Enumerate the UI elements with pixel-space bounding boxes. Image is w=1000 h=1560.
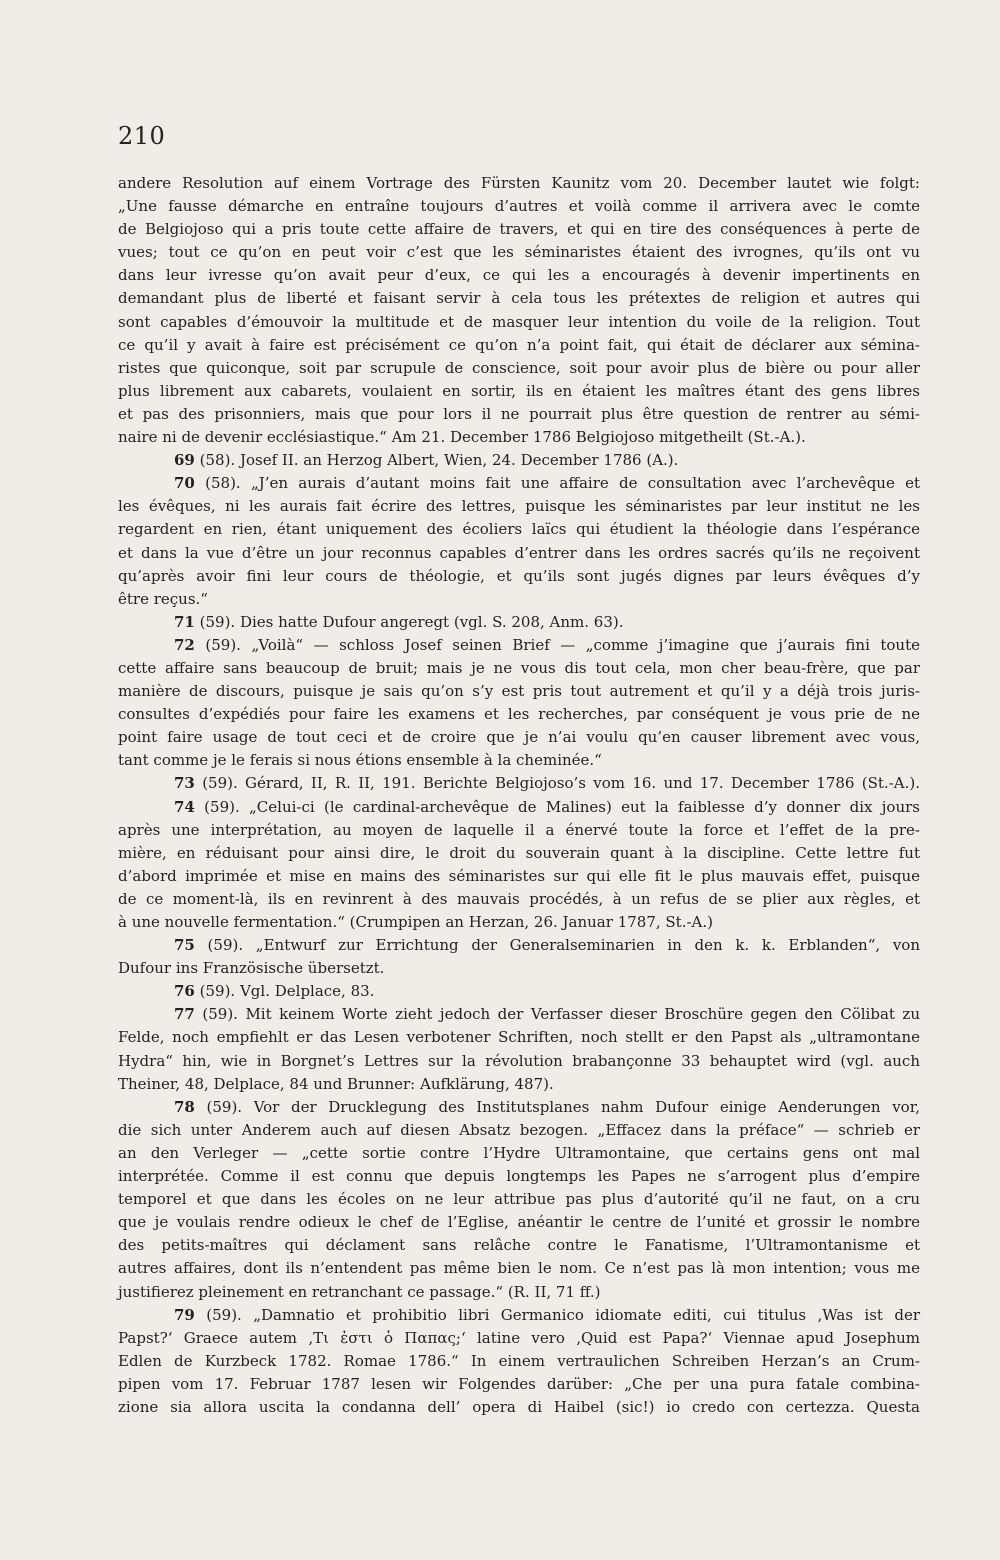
text-line: [118, 1119, 920, 1142]
note-number: 77: [174, 1005, 195, 1024]
text-line: [118, 911, 920, 934]
line-text: ce qu’il y avait à faire est précisément ce qu’on n’a point fait, qui était de déclarer aux sémina-: [118, 335, 920, 354]
line-text: zione sia allora uscita la condanna dell’ opera di Haibel (sic!) io credo con certezza. Questa: [118, 1397, 920, 1416]
line-text: die sich unter Anderem auch auf diesen Absatz bezogen. „Effacez dans la préface“ — schrieb er: [118, 1120, 920, 1139]
text-line: [118, 980, 920, 1003]
line-text: pipen vom 17. Februar 1787 lesen wir Folgendes darüber: „Che per una pura fatale combina-: [118, 1374, 920, 1393]
text-line: [118, 1234, 920, 1257]
text-line: [118, 957, 920, 980]
note-number: 71: [174, 612, 195, 631]
line-text: mière, en réduisant pour ainsi dire, le droit du souverain quant à la discipline. Cette lettre fut: [118, 843, 920, 862]
text-line: [118, 311, 920, 334]
note-number: 70: [174, 474, 195, 493]
text-line: [118, 1050, 920, 1073]
line-text: temporel et que dans les écoles on ne leur attribue pas plus d’autorité qu’il ne faut, on a cru: [118, 1190, 920, 1209]
text-line: [118, 403, 920, 426]
line-text: consultes d’expédiés pour faire les examens et les recherches, par conséquent je vous prie de ne: [118, 705, 920, 724]
text-line: [118, 195, 920, 218]
line-text: demandant plus de liberté et faisant servir à cela tous les prétextes de religion et autres qui: [118, 289, 920, 308]
text-line: [118, 934, 920, 957]
line-text: (59). Vgl. Delplace, 83.: [194, 982, 375, 1001]
line-text: andere Resolution auf einem Vortrage des Fürsten Kaunitz vom 20. December lautet wie folgt:: [118, 174, 920, 192]
text-line: [118, 1257, 920, 1280]
text-line: [118, 1211, 920, 1234]
text-line: [118, 588, 920, 611]
line-text: être reçus.“: [118, 589, 208, 608]
page-number: 210: [118, 122, 166, 150]
text-line: [118, 865, 920, 888]
line-text: (59). „Damnatio et prohibitio libri Germanico idiomate editi, cui titulus ‚Was ist der: [194, 1305, 920, 1324]
text-line: [118, 264, 920, 287]
text-line: [118, 334, 920, 357]
line-text: (59). Dies hatte Dufour angeregt (vgl. S. 208, Anm. 63).: [194, 612, 624, 631]
line-text: Dufour ins Französische übersetzt.: [118, 959, 385, 978]
text-line: [118, 218, 920, 241]
line-text: après une interprétation, au moyen de laquelle il a énervé toute la force et l’effet de la pre-: [118, 820, 920, 839]
line-text: les évêques, ni les aurais fait écrire des lettres, puisque les séminaristes par leur institut ne les: [118, 497, 920, 516]
text-line: [118, 472, 920, 495]
line-text: (58). Josef II. an Herzog Albert, Wien, 24. December 1786 (A.).: [194, 451, 679, 470]
text-line: [118, 842, 920, 865]
text-line: [118, 1281, 920, 1304]
text-line: [118, 1350, 920, 1373]
text-line: [118, 1142, 920, 1165]
line-text: ristes que quiconque, soit par scrupule de conscience, soit pour avoir plus de bière ou pour aller: [118, 358, 920, 377]
text-line: [118, 1396, 920, 1419]
note-number: 78: [174, 1097, 195, 1116]
line-text: dans leur ivresse qu’on avait peur d’eux, ce qui les a encouragés à devenir impertinents en: [118, 266, 920, 285]
text-line: [118, 772, 920, 795]
text-line: [118, 611, 920, 634]
text-line: [118, 565, 920, 588]
text-line: [118, 1373, 920, 1396]
line-text: (59). Vor der Drucklegung des Institutsplanes nahm Dufour einige Aenderungen vor,: [194, 1097, 920, 1116]
text-line: [118, 357, 920, 380]
text-line: [118, 680, 920, 703]
line-text: an den Verleger — „cette sortie contre l’Hydre Ultramontaine, que certains gens ont mal: [118, 1143, 920, 1162]
line-text: (59). „Celui-ci (le cardinal-archevêque de Malines) eut la faiblesse d’y donner dix jours: [194, 797, 920, 816]
text-line: [118, 380, 920, 403]
text-line: [118, 1003, 920, 1026]
line-text: (59). Mit keinem Worte zieht jedoch der Verfasser dieser Broschüre gegen den Cölibat zu: [194, 1005, 920, 1024]
text-line: [118, 819, 920, 842]
text-line: [118, 241, 920, 264]
text-line: [118, 888, 920, 911]
text-line: [118, 172, 920, 195]
line-text: de ce moment-là, ils en revinrent à des mauvais procédés, à un refus de se plier aux règles, et: [118, 889, 920, 908]
text-line: [118, 449, 920, 472]
line-text: regardent en rien, étant uniquement des écoliers laïcs qui étudient la théologie dans l’espérance: [118, 520, 920, 539]
text-line: [118, 634, 920, 657]
line-text: qu’après avoir fini leur cours de théologie, et qu’ils sont jugés dignes par leurs évêques d’y: [118, 566, 920, 585]
line-text: de Belgiojoso qui a pris toute cette affaire de travers, et qui en tire des conséquences à perte de: [118, 220, 920, 239]
text-line: [118, 1165, 920, 1188]
note-number: 75: [174, 936, 195, 955]
text-line: [118, 426, 920, 449]
note-number: 73: [174, 774, 195, 793]
line-text: tant comme je le ferais si nous étions ensemble à la cheminée.“: [118, 751, 602, 770]
line-text: Edlen de Kurzbeck 1782. Romae 1786.“ In einem vertraulichen Schreiben Herzan’s an Crum-: [118, 1351, 920, 1370]
text-line: [118, 518, 920, 541]
text-line: [118, 495, 920, 518]
line-text: (59). „Entwurf zur Errichtung der Generalseminarien in den k. k. Erblanden“, von: [194, 936, 920, 955]
line-text: (58). „J’en aurais d’autant moins fait une affaire de consultation avec l’archevêque et: [194, 474, 920, 493]
text-line: [118, 1026, 920, 1049]
text-line: [118, 703, 920, 726]
text-line: [118, 749, 920, 772]
line-text: justifierez pleinement en retranchant ce passage.“ (R. II, 71 ff.): [118, 1282, 601, 1301]
line-text: sont capables d’émouvoir la multitude et de masquer leur intention du voile de la religion. Tout: [118, 312, 920, 331]
note-number: 79: [174, 1305, 195, 1324]
line-text: des petits-maîtres qui déclament sans relâche contre le Fanatisme, l’Ultramontanisme et: [118, 1236, 920, 1255]
text-line: [118, 796, 920, 819]
text-line: [118, 287, 920, 310]
line-text: „Une fausse démarche en entraîne toujours d’autres et voilà comme il arrivera avec le comte: [118, 197, 920, 216]
line-text: Hydra“ hin, wie in Borgnet’s Lettres sur la révolution brabançonne 33 behauptet wird (vgl. auch: [118, 1051, 920, 1070]
line-text: et dans la vue d’être un jour reconnus capables d’entrer dans les ordres sacrés qu’ils ne reçoivent: [118, 543, 920, 562]
text-line: [118, 1304, 920, 1327]
line-text: interprétée. Comme il est connu que depuis longtemps les Papes ne s’arrogent plus d’empire: [118, 1167, 920, 1186]
text-line: [118, 657, 920, 680]
text-line: [118, 542, 920, 565]
line-text: cette affaire sans beaucoup de bruit; mais je ne vous dis tout cela, mon cher beau-frère, que par: [118, 658, 920, 677]
line-text: et pas des prisonniers, mais que pour lors il ne pourrait plus être question de rentrer au sémi-: [118, 404, 920, 423]
line-text: autres affaires, dont ils n’entendent pas même bien le nom. Ce n’est pas là mon intention; vous me: [118, 1259, 920, 1278]
line-text: naire ni de devenir ecclésiastique.“ Am 21. December 1786 Belgiojoso mitgetheilt (St.-A.).: [118, 428, 806, 447]
note-number: 72: [174, 635, 195, 654]
line-text: (59). „Voilà“ — schloss Josef seinen Brief — „comme j’imagine que j’aurais fini toute: [194, 635, 920, 654]
text-line: [118, 1096, 920, 1119]
note-number: 74: [174, 797, 195, 816]
line-text: manière de discours, puisque je sais qu’on s’y est pris tout autrement et qu’il y a déjà trois juris-: [118, 682, 920, 701]
note-number: 69: [174, 451, 195, 470]
line-text: Theiner, 48, Delplace, 84 und Brunner: Aufklärung, 487).: [118, 1074, 554, 1093]
body-text: [118, 172, 920, 1419]
line-text: d’abord imprimée et mise en mains des séminaristes sur qui elle fit le plus mauvais effet, puisque: [118, 866, 920, 885]
note-number: 76: [174, 982, 195, 1001]
line-text: Felde, noch empfiehlt er das Lesen verbotener Schriften, noch stellt er den Papst als „ultramontane: [118, 1028, 920, 1047]
text-line: [118, 1327, 920, 1350]
line-text: point faire usage de tout ceci et de croire que je n’ai voulu qu’en causer librement avec vous,: [118, 728, 920, 747]
line-text: plus librement aux cabarets, voulaient en sortir, ils en étaient les maîtres étant des gens libres: [118, 381, 920, 400]
text-line: [118, 1073, 920, 1096]
line-text: Papst?‘ Graece autem ‚Τι ἐστι ὁ Παπας;‘ latine vero ‚Quid est Papa?‘ Viennae apud Josephum: [118, 1328, 920, 1347]
line-text: que je voulais rendre odieux le chef de l’Eglise, anéantir le centre de l’unité et grossir le nombre: [118, 1213, 920, 1232]
text-line: [118, 726, 920, 749]
line-text: à une nouvelle fermentation.“ (Crumpipen an Herzan, 26. Januar 1787, St.-A.): [118, 913, 713, 931]
line-text: vues; tout ce qu’on en peut voir c’est que les séminaristes étaient des ivrognes, qu’ils ont vu: [118, 243, 920, 262]
text-line: [118, 1188, 920, 1211]
line-text: (59). Gérard, II, R. II, 191. Berichte Belgiojoso’s vom 16. und 17. December 1786 (St.-A.).: [194, 774, 920, 793]
